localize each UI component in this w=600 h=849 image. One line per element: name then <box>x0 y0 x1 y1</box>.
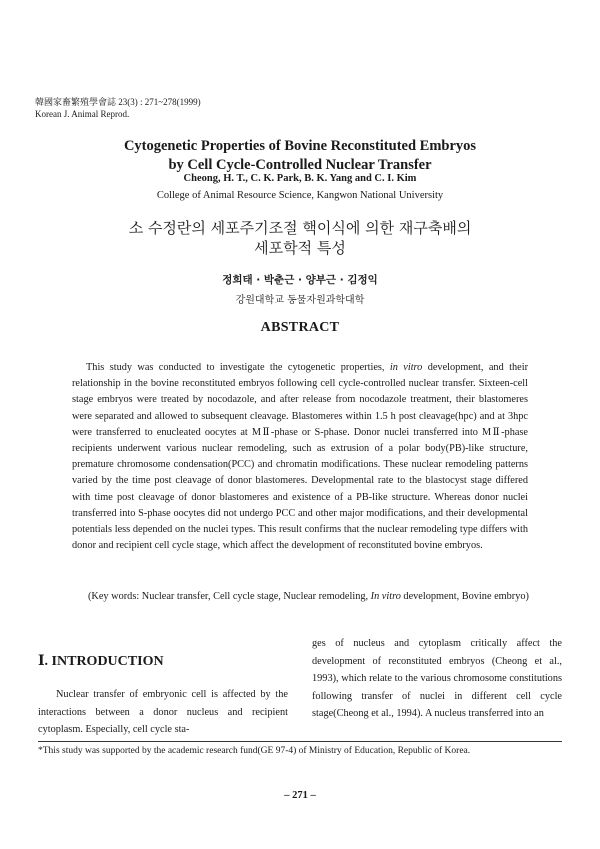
keywords-text-2: development, Bovine embryo) <box>400 591 529 602</box>
abstract-heading: ABSTRACT <box>260 320 340 335</box>
korean-title <box>0 218 600 258</box>
footnote-divider <box>38 741 562 742</box>
keywords-italic-in-vitro: In vitro <box>370 591 401 602</box>
journal-citation-korean: 韓國家畜繁殖學會誌 23(3) : 271~278(1999) <box>35 97 201 107</box>
introduction-heading: Ⅰ. INTRODUCTION <box>38 654 164 669</box>
abstract-body <box>72 360 528 554</box>
korean-title-line1: 소 수정란의 세포주기조절 핵이식에 의한 재구축배의 <box>128 219 472 237</box>
paper-title-line2: by Cell Cycle-Controlled Nuclear Transfer <box>168 157 432 173</box>
footnote: *This study was supported by the academic research fund(GE 97-4) of Ministry of Education, Republic of Korea. <box>38 746 471 756</box>
introduction-column2-text: ges of nucleus and cytoplasm critically affect the development of reconstituted embryos (Cheong et al., 1993), which relate to the various chromosome constitutions following transfer of nuclei in different cell cycle stage(Cheong et al., 1994). A nucleus transferred into an <box>312 638 562 719</box>
paper-title-line1: Cytogenetic Properties of Bovine Reconstituted Embryos <box>123 138 477 154</box>
journal-citation <box>35 96 201 120</box>
author-affiliation: College of Animal Resource Science, Kangwon National University <box>156 190 444 201</box>
page-number: – 271 – <box>284 790 316 801</box>
abstract-italic-in-vitro: in vitro <box>389 362 423 373</box>
introduction-column1-text: Nuclear transfer of embryonic cell is affected by the interactions between a donor nucleus and recipient cytoplasm. Especially, cell cycle sta- <box>38 689 288 735</box>
journal-citation-english: Korean J. Animal Reprod. <box>35 109 130 119</box>
author-list: Cheong, H. T., C. K. Park, B. K. Yang and C. I. Kim <box>183 173 417 184</box>
korean-affiliation: 강원대학교 동물자원과학대학 <box>235 295 365 306</box>
paper-title <box>0 137 600 175</box>
keywords-text-1: (Key words: Nuclear transfer, Cell cycle stage, Nuclear remodeling, <box>88 591 371 602</box>
korean-title-line2: 세포학적 특성 <box>254 239 346 257</box>
abstract-text-1: This study was conducted to investigate the cytogenetic properties, <box>86 362 390 373</box>
abstract-text-2: development, and their relationship in the bovine reconstituted embryos following cell cycle-controlled nuclear transfer. Sixteen-cell stage embryos were treated by nocodazole, and after release from nocodazole treatment, their blastomeres were separated and allowed to subsequent cleavage. Blastomeres within 1.5 h post cleavage(hpc) and at 3hpc were transferred to enucleated oocytes at MⅡ-phase or S-phase. Donor nuclei transferred into MⅡ-phase recipients underwent various nuclear remodeling, such as extrusion of a polar body(PB)-like structure, premature chromosome condensation(PCC) and chromatin modifications. These nuclear remodeling patterns varied by the time post cleavage of donor blastomeres. Developmental rate to the blastocyst stage differed with time post cleavage of donor blastomeres and existence of a PB-like structure. Whereas donor nuclei transferred into S-phase oocytes did not undergo PCC and other major modifications, and their developmental potentials less depended on the nuclei types. This result confirms that the nuclear remodeling type differs with donor and recipient cell cycle stage, which affect the development of reconstituted bovine embryos. <box>72 362 528 552</box>
keywords <box>88 589 600 605</box>
korean-author-list: 정희태 · 박춘근 · 양부근 · 김정익 <box>222 274 378 286</box>
